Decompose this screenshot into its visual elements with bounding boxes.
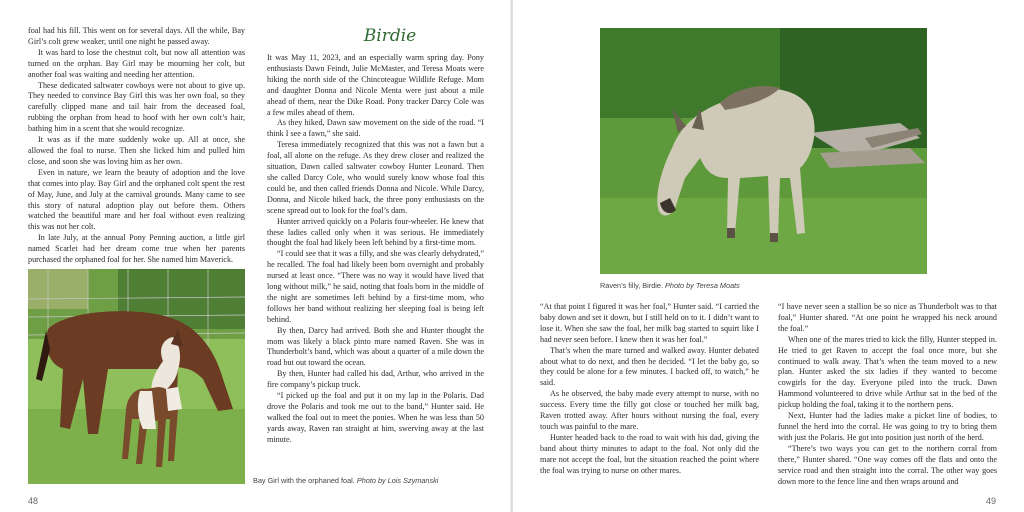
birdie-photo [600,28,927,274]
left-column-1 [28,26,245,265]
bay-girl-photo [28,269,245,484]
paragraph: In late July, at the annual Pony Penning auction, a little girl named Scarlet had her dream come true when her parents purchased the orphaned foal for her. She named him Maverick. [28,233,245,265]
right-column-2 [778,302,997,486]
right-column-1 [540,302,759,483]
paragraph: “I picked up the foal and put it on my lap in the Polaris. Dad drove the Polaris and took me out to the band,” Hunter said. He walked the foal out to meet the ponies. When he was less than 50 yards away, Raven ran straight at him, swerving away at the last minute. [267,391,484,444]
paragraph: Even in nature, we learn the beauty of adoption and the love that comes into play. Bay Girl and the orphaned colt spent the rest of May, June, and July at the carnival grounds. Many came to see this story of natural adoption play out before them. Others watched the beautiful mare and her foal without even realizing this was not her colt. [28,167,245,232]
caption-text: Raven’s filly, Birdie. [600,281,663,290]
left-column-2 [267,53,484,444]
left-page [0,0,511,512]
paragraph: It was as if the mare suddenly woke up. All at once, she allowed the foal to nurse. Then she licked him and pulled him close, and soon she was loving him as her own. [28,135,245,166]
paragraph: foal had his fill. This went on for several days. All the while, Bay Girl’s colt grew weaker, until one night he passed away. [28,26,245,46]
paragraph: Next, Hunter had the ladies make a picket line of bodies, to funnel the herd into the corral. He was going to try to bring them with just the Polaris. He got into position just north of the herd. [778,411,997,442]
paragraph: Hunter headed back to the road to wait with his dad, giving the band about thirty minutes to adapt to the foal. Not only did the mare not accept the foal, but the situation reached the point where the foal was trying to nurse on other mares. [540,432,759,475]
bay-girl-caption [253,476,438,485]
paragraph: As he observed, the baby made every attempt to nurse, with no success. Every time the filly got close or touched her milk bag, Raven trotted away. After hours without nursing the foal, every touch was painful to the mare. [540,389,759,431]
paragraph: As they hiked, Dawn saw movement on the side of the road. “I think I see a fawn,” she said. [267,118,484,139]
paragraph: It was May 11, 2023, and an especially warm spring day. Pony enthusiasts Dawn Feindt, Julie McMaster, and Teresa Moats were hiking the north side of the Chincoteague Wildlife Refuge. Mom and daughter Donna and Nicole Menta were just about a mile ahead of them, near the Dike Road. Pony tracker Darcy Cole was a few miles ahead of them. [267,53,484,117]
page-number-left: 48 [28,496,39,506]
paragraph: By then, Hunter had called his dad, Arthur, who arrived in the fire company’s pickup truck. [267,369,484,390]
paragraph: When one of the mares tried to kick the filly, Hunter stepped in. He tried to get Raven to accept the foal once more, but she continued to walk away. That’s when the team moved to a new plan. Hunter asked the six ladies if they wanted to become cowgirls for the day. Everyone piled into the truck. Dawn Hammond volunteered to drive while Arthur sat in the bed of the pickup holding the foal, taking it to the northern pens. [778,334,997,410]
page-number-right: 49 [986,496,997,506]
paragraph: “There’s two ways you can get to the northern corral from there,” Hunter shared. “One way comes off the flats and onto the service road and then straight into the corral. The other way goes down more to the fence line and then wraps around and [778,443,997,486]
paragraph: “I could see that it was a filly, and she was clearly dehydrated,” he recalled. The foal had likely been born overnight and probably nursed at least once. “There was no way it would have lived that long without milk,” he said, noting that foals born in the middle of the night are sometimes left behind by a first-time mom, who follows her band without realizing her sleeping foal is being left behind. [267,249,484,324]
caption-credit: Photo by Lois Szymanski [356,476,439,485]
caption-text: Bay Girl with the orphaned foal. [253,476,355,485]
birdie-caption [600,281,740,290]
paragraph: These dedicated saltwater cowboys were not about to give up. They needed to convince Bay Girl this was her own foal, so they carefully clipped mane and tail hair from the deceased foal, rubbing the orphan from head to hoof with her own colt’s hair, bathing him in a scent that she would recognize. [28,80,245,134]
paragraph: By then, Darcy had arrived. Both she and Hunter thought the mom was likely a black pinto mare named Raven. She was in Thunderbolt’s band, which was about a quarter of a mile down the road but out toward the ocean. [267,325,484,368]
section-title: Birdie [363,26,417,46]
paragraph: “I have never seen a stallion be so nice as Thunderbolt was to that foal,” Hunter shared. “At one point he wrapped his neck around the foal.” [778,302,997,333]
paragraph: “At that point I figured it was her foal,” Hunter said. “I carried the baby down and set it down, but I still held on to it. I didn’t want to lose it. When she saw the foal, her milk bag started to squirt like I had never seen before. I knew then it was her foal.” [540,302,759,344]
paragraph: That’s when the mare turned and walked away. Hunter debated about what to do next, and then he decided. “I let the baby go, so they could be alone for a few minutes. I backed off, to watch,” he said. [540,345,759,388]
paragraph: Teresa immediately recognized that this was not a fawn but a foal, all alone on the refuge. As they drew closer and realized the situation, Dawn called saltwater cowboy Hunter Leonard. Then she called Darcy Cole, who would surely know whose foal this could be, and then called friends Donna and Nicole. While Darcy, Donna, and Nicole hiked back, the three pony enthusiasts on the scene spread out to look for the foal’s dam. [267,140,484,215]
right-page [513,0,1024,512]
paragraph: Hunter arrived quickly on a Polaris four-wheeler. He knew that these ladies called only when it was serious. He immediately thought the foal had likely been left behind by a first-time mom. [267,216,484,248]
paragraph: It was hard to lose the chestnut colt, but now all attention was turned on the orphan. Bay Girl may be mourning her colt, but another foal was waiting and needing her attention. [28,47,245,79]
caption-credit: Photo by Teresa Moats [665,281,740,290]
